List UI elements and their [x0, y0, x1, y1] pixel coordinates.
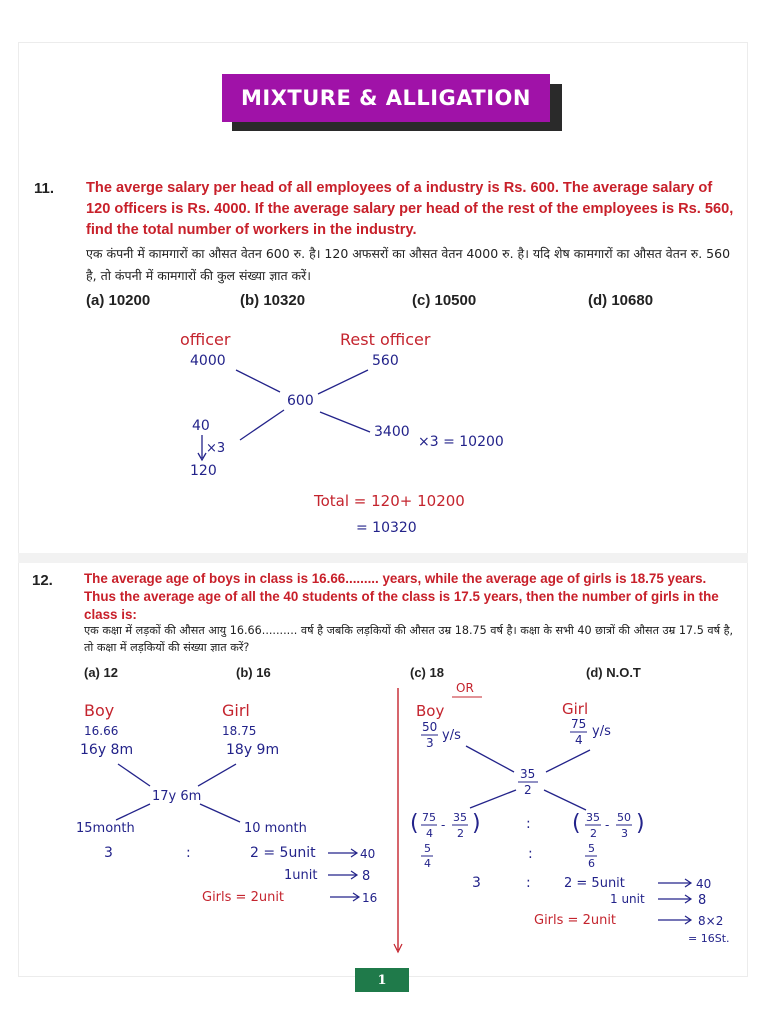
q12-r-cross-3: [470, 790, 516, 808]
q12-l-girl-val1: 18.75: [222, 724, 257, 738]
q12-r-expr2-a-den: 2: [590, 827, 597, 840]
q11-left-diff: 40: [192, 418, 210, 434]
q12-l-arrow-8-value: 8: [362, 869, 371, 884]
q12-r-colon-2: :: [528, 846, 533, 862]
q12-r-cross-4: [544, 790, 586, 810]
q12-l-mean: 17y 6m: [152, 789, 202, 804]
q12-r-expr2-a-num: 35: [586, 811, 600, 824]
q12-l-right-diff: 10 month: [244, 821, 307, 836]
q12-l-girl-val2: 18y 9m: [226, 742, 280, 758]
q12-l-boy-val1: 16.66: [84, 724, 119, 738]
q12-r-ratio-right: 2 = 5unit: [564, 876, 625, 891]
q12-r-girl-num: 75: [571, 717, 587, 731]
q12-r-one-unit: 1 unit: [610, 892, 645, 906]
q12-l-boy-label: Boy: [84, 701, 115, 720]
q12-r-or-label: OR: [456, 681, 474, 695]
q12-r-expr2-b-num: 50: [617, 811, 631, 824]
q12-option-d: (d) N.O.T: [586, 665, 641, 680]
q12-r-boy-label: Boy: [416, 702, 445, 720]
q12-r-mean-den: 2: [524, 783, 532, 797]
q12-r-ratio-left: 3: [472, 875, 481, 891]
q12-l-cross-1: [118, 764, 150, 786]
q12-l-cross-3: [116, 804, 150, 820]
q12-l-girl-label: Girl: [222, 701, 250, 720]
q12-r-boy-den: 3: [426, 736, 434, 750]
q11-rest-value: 560: [372, 353, 399, 369]
q12-r-girls-result: = 16St.: [688, 932, 730, 945]
q12-r-girl-label: Girl: [562, 700, 589, 718]
q12-l-boy-val2: 16y 8m: [80, 742, 134, 758]
q12-r-cross-2: [546, 750, 590, 772]
q12-r-five-den-6: 6: [588, 857, 595, 870]
q12-r-boy-unit: y/s: [442, 728, 461, 743]
q11-officers-count: 120: [190, 463, 217, 479]
q11-option-a: (a) 10200: [86, 292, 151, 309]
q12-r-expr1-a-den: 4: [426, 827, 433, 840]
q12-r-colon-3: :: [526, 875, 531, 891]
q12-l-girls-line: Girls = 2unit: [202, 890, 285, 905]
q12-r-girl-unit: y/s: [592, 724, 611, 739]
q11-officer-value: 4000: [190, 353, 226, 369]
q12-r-paren-close-2: ): [636, 811, 645, 836]
question-12-text-hi: एक कक्षा में लड़कों की औसत आयु 16.66.......... वर्ष है जबकि लड़कियों की औसत उम्र 18.75 वर्ष है। कक्षा के सभी 40 छात्रों की औसत उम्र 17.5 वर्ष है, तो कक्षा में लड़कियों की संख्या ज्ञात करें?: [84, 624, 734, 654]
q12-option-b: (b) 16: [236, 665, 271, 680]
q12-l-arrow-16-value: 16: [362, 891, 378, 905]
q12-l-ratio-left: 3: [104, 845, 113, 861]
q12-r-mean-num: 35: [520, 767, 536, 781]
q12-l-left-diff: 15month: [76, 821, 135, 836]
question-11-number: 11.: [34, 180, 55, 197]
q12-l-one-unit: 1unit: [284, 868, 318, 883]
question-12-text-en: The average age of boys in class is 16.66......... years, while the average age of girls is 18.75 years. Thus the average age of all the 40 students of the class is 17.5 years, then the number of girls in the class is:: [84, 571, 719, 622]
q11-total-line-1: Total = 120+ 10200: [314, 492, 465, 510]
q12-r-five-den-4: 4: [424, 857, 431, 870]
q11-rest-label: Rest officer: [340, 330, 431, 349]
q12-r-colon-1: :: [526, 816, 531, 832]
q12-r-expr1-minus: -: [441, 818, 446, 832]
q12-r-girl-den: 4: [575, 733, 583, 747]
q12-r-expr2-b-den: 3: [621, 827, 628, 840]
q12-r-arrow-40-value: 40: [696, 877, 712, 891]
q12-r-arrow-8-value: 8: [698, 893, 707, 908]
q12-l-cross-2: [198, 764, 236, 786]
q12-r-girls-line: Girls = 2unit: [534, 913, 617, 928]
q12-r-expr1-b-num: 35: [453, 811, 467, 824]
q11-mean: 600: [287, 393, 314, 409]
q11-option-c: (c) 10500: [412, 292, 477, 309]
question-11-text-en: The averge salary per head of all employees of a industry is Rs. 600. The average salary of 120 officers is Rs. 4000. If the average salary per head of the rest of the employees is Rs. 560, find the total number of workers in the industry.: [86, 180, 734, 238]
q12-r-paren-open-2: (: [572, 811, 581, 836]
q12-r-expr1-a-num: 75: [422, 811, 436, 824]
question-11-text-hi: एक कंपनी में कामगारों का औसत वेतन 600 रु. है। 120 अफसरों का औसत वेतन 4000 रु. है। यदि शेष कामगारों का औसत वेतन रु. 560 है, तो कंपनी में कामगारों की कुल संख्या ज्ञात करें।: [86, 246, 731, 283]
q11-right-diff: 3400: [374, 424, 410, 440]
q12-r-expr1-b-den: 2: [457, 827, 464, 840]
q12-l-cross-4: [200, 804, 240, 822]
q11-option-d: (d) 10680: [588, 292, 654, 309]
q12-r-five-num-2: 5: [588, 842, 595, 855]
q12-r-paren-open-1: (: [410, 811, 419, 836]
q12-l-ratio-right: 2 = 5unit: [250, 845, 316, 861]
q11-right-calc: ×3 = 10200: [418, 434, 504, 450]
q11-option-b: (b) 10320: [240, 292, 306, 309]
q12-r-cross-1: [466, 746, 514, 772]
q11-multiplier: ×3: [206, 441, 226, 456]
page-title: MIXTURE & ALLIGATION: [222, 74, 550, 122]
q12-l-arrow-40-value: 40: [360, 847, 376, 861]
q12-r-girls-calc: 8×2: [698, 914, 724, 928]
q12-option-c: (c) 18: [410, 665, 444, 680]
q11-total-line-2: = 10320: [356, 520, 417, 536]
q12-r-five-num-1: 5: [424, 842, 431, 855]
q12-l-colon: :: [186, 845, 191, 861]
question-12-number: 12.: [32, 572, 53, 589]
q12-r-paren-close-1: ): [472, 811, 481, 836]
q11-officer-label: officer: [180, 330, 231, 349]
page-number: 1: [355, 968, 409, 992]
q12-option-a: (a) 12: [84, 665, 118, 680]
q12-r-expr2-minus: -: [605, 818, 610, 832]
q12-r-boy-num: 50: [422, 720, 438, 734]
